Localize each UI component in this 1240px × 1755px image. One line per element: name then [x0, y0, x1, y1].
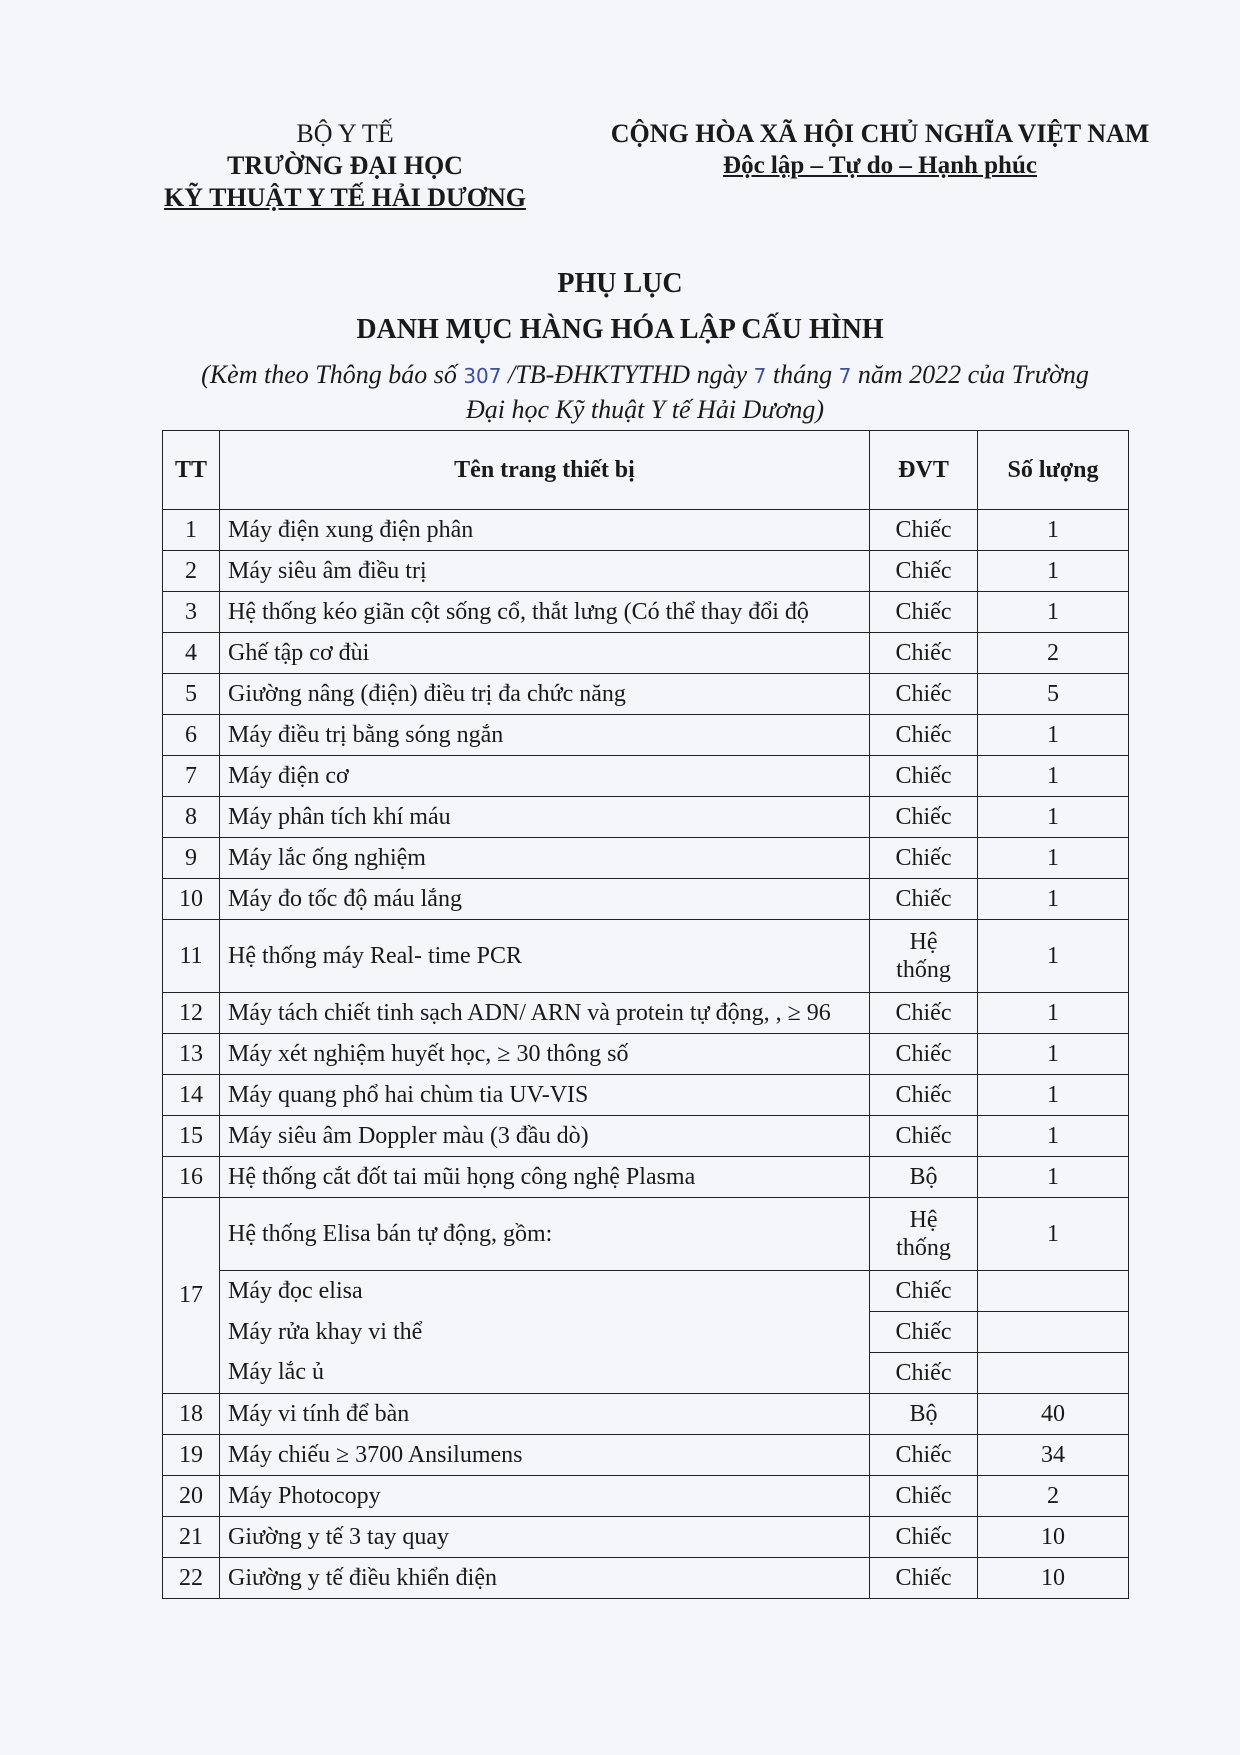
row-tt: 14 — [163, 1075, 220, 1116]
table-row — [163, 551, 1129, 592]
row-tt: 6 — [163, 715, 220, 756]
row-name: Máy xét nghiệm huyết học, ≥ 30 thông số — [220, 1034, 870, 1075]
row-unit: Chiếc — [870, 838, 978, 879]
table-row — [163, 756, 1129, 797]
row-tt: 11 — [163, 920, 220, 993]
ministry-name: BỘ Y TẾ — [296, 119, 394, 148]
national-motto: Độc lập – Tự do – Hạnh phúc — [723, 152, 1037, 179]
row-qty: 40 — [978, 1394, 1129, 1435]
issuer-block — [150, 118, 540, 214]
row-name: Máy vi tính để bàn — [220, 1394, 870, 1435]
table-subrow — [163, 1271, 1129, 1312]
row-unit-line1: Hệ — [909, 929, 938, 955]
country-name: CỘNG HÒA XÃ HỘI CHỦ NGHĨA VIỆT NAM — [610, 119, 1150, 148]
row-name: Máy điện xung điện phân — [220, 510, 870, 551]
row-qty: 1 — [978, 1116, 1129, 1157]
table-row-group-main — [163, 1198, 1129, 1271]
row-unit: Chiếc — [870, 1034, 978, 1075]
row-tt: 3 — [163, 592, 220, 633]
subrow-qty — [978, 1312, 1129, 1353]
row-unit: Chiếc — [870, 510, 978, 551]
header-name: Tên trang thiết bị — [220, 431, 870, 510]
row-tt: 16 — [163, 1157, 220, 1198]
row-unit: Chiếc — [870, 633, 978, 674]
row-name: Giường y tế 3 tay quay — [220, 1517, 870, 1558]
row-unit: Chiếc — [870, 1116, 978, 1157]
notice-number: 307 — [463, 364, 502, 388]
row-unit: Bộ — [870, 1157, 978, 1198]
row-name: Máy phân tích khí máu — [220, 797, 870, 838]
row-unit: Chiếc — [870, 797, 978, 838]
reference-text-a: (Kèm theo Thông báo số — [201, 360, 464, 389]
row-tt: 10 — [163, 879, 220, 920]
row-tt: 4 — [163, 633, 220, 674]
row-tt: 8 — [163, 797, 220, 838]
row-tt: 9 — [163, 838, 220, 879]
subrow-unit: Chiếc — [870, 1312, 978, 1353]
row-name: Máy tách chiết tinh sạch ADN/ ARN và protein tự động, , ≥ 96 — [220, 993, 870, 1034]
national-header — [590, 118, 1170, 182]
row-qty: 1 — [978, 1157, 1129, 1198]
table-row — [163, 920, 1129, 993]
row-name: Máy siêu âm điều trị — [220, 551, 870, 592]
row-name: Giường y tế điều khiển điện — [220, 1558, 870, 1599]
subrow-name: Máy rửa khay vi thể — [220, 1312, 870, 1353]
table-row — [163, 1558, 1129, 1599]
row-tt: 7 — [163, 756, 220, 797]
reference-text-b: /TB-ĐHKTYTHD ngày — [501, 360, 754, 389]
row-tt: 5 — [163, 674, 220, 715]
row-qty: 1 — [978, 592, 1129, 633]
row-unit: Chiếc — [870, 1476, 978, 1517]
row-qty: 1 — [978, 993, 1129, 1034]
row-name: Máy điều trị bằng sóng ngắn — [220, 715, 870, 756]
row-unit: Chiếc — [870, 715, 978, 756]
table-row — [163, 1034, 1129, 1075]
reference-text-d: năm 2022 của Trường — [851, 360, 1089, 389]
row-tt: 21 — [163, 1517, 220, 1558]
table-row — [163, 993, 1129, 1034]
table-row — [163, 674, 1129, 715]
row-qty: 10 — [978, 1517, 1129, 1558]
appendix-title: PHỤ LỤC — [557, 268, 683, 299]
row-name: Máy chiếu ≥ 3700 Ansilumens — [220, 1435, 870, 1476]
subrow-unit: Chiếc — [870, 1353, 978, 1394]
row-name: Máy Photocopy — [220, 1476, 870, 1517]
row-unit-line2: thống — [896, 957, 951, 983]
row-name: Máy điện cơ — [220, 756, 870, 797]
school-name-line2: KỸ THUẬT Y TẾ HẢI DƯƠNG — [164, 183, 526, 212]
reference-line2: Đại học Kỹ thuật Y tế Hải Dương) — [465, 395, 825, 424]
row-unit: Chiếc — [870, 993, 978, 1034]
subrow-unit: Chiếc — [870, 1271, 978, 1312]
row-unit-line2: thống — [896, 1235, 951, 1261]
notice-day: 7 — [753, 364, 767, 388]
row-name: Giường nâng (điện) điều trị đa chức năng — [220, 674, 870, 715]
table-row — [163, 879, 1129, 920]
row-unit: Chiếc — [870, 1435, 978, 1476]
row-unit: Chiếc — [870, 1517, 978, 1558]
subrow-name: Máy đọc elisa — [220, 1271, 870, 1312]
row-qty: 1 — [978, 797, 1129, 838]
row-tt: 2 — [163, 551, 220, 592]
row-name: Hệ thống máy Real- time PCR — [220, 920, 870, 993]
row-unit: Chiếc — [870, 592, 978, 633]
table-row — [163, 592, 1129, 633]
subrow-qty — [978, 1353, 1129, 1394]
table-row — [163, 1157, 1129, 1198]
row-qty: 5 — [978, 674, 1129, 715]
row-qty: 1 — [978, 1034, 1129, 1075]
row-tt: 15 — [163, 1116, 220, 1157]
header-unit: ĐVT — [870, 431, 978, 510]
row-unit — [870, 920, 978, 993]
row-qty: 1 — [978, 1075, 1129, 1116]
row-qty: 1 — [978, 510, 1129, 551]
table-row — [163, 838, 1129, 879]
row-tt: 12 — [163, 993, 220, 1034]
table-subrow — [163, 1353, 1129, 1394]
table-row — [163, 1476, 1129, 1517]
row-unit: Chiếc — [870, 674, 978, 715]
row-tt: 13 — [163, 1034, 220, 1075]
table-row — [163, 715, 1129, 756]
row-qty: 1 — [978, 879, 1129, 920]
row-qty: 1 — [978, 715, 1129, 756]
row-qty: 1 — [978, 838, 1129, 879]
row-name: Ghế tập cơ đùi — [220, 633, 870, 674]
table-row — [163, 797, 1129, 838]
row-name: Máy lắc ống nghiệm — [220, 838, 870, 879]
row-name: Máy quang phổ hai chùm tia UV-VIS — [220, 1075, 870, 1116]
row-name: Máy siêu âm Doppler màu (3 đầu dò) — [220, 1116, 870, 1157]
row-qty: 2 — [978, 1476, 1129, 1517]
reference-text-c: tháng — [766, 360, 839, 389]
row-unit: Chiếc — [870, 756, 978, 797]
table-row — [163, 1517, 1129, 1558]
table-row — [163, 633, 1129, 674]
row-tt: 17 — [163, 1198, 220, 1394]
table-subrow — [163, 1312, 1129, 1353]
row-qty: 34 — [978, 1435, 1129, 1476]
row-tt: 20 — [163, 1476, 220, 1517]
row-tt: 22 — [163, 1558, 220, 1599]
row-unit — [870, 1198, 978, 1271]
row-tt: 19 — [163, 1435, 220, 1476]
row-name: Máy đo tốc độ máu lắng — [220, 879, 870, 920]
equipment-table — [162, 430, 1129, 1599]
row-unit: Chiếc — [870, 1558, 978, 1599]
row-qty: 1 — [978, 920, 1129, 993]
row-qty: 1 — [978, 1198, 1129, 1271]
row-unit: Chiếc — [870, 879, 978, 920]
header-tt: TT — [163, 431, 220, 510]
row-qty: 1 — [978, 756, 1129, 797]
list-title: DANH MỤC HÀNG HÓA LẬP CẤU HÌNH — [356, 314, 884, 345]
notice-month: 7 — [838, 364, 852, 388]
row-tt: 1 — [163, 510, 220, 551]
header-qty: Số lượng — [978, 431, 1129, 510]
table-row — [163, 1394, 1129, 1435]
subrow-qty — [978, 1271, 1129, 1312]
row-name: Hệ thống kéo giãn cột sống cổ, thắt lưng (Có thể thay đổi độ — [220, 592, 870, 633]
table-row — [163, 1435, 1129, 1476]
row-qty: 10 — [978, 1558, 1129, 1599]
document-reference — [150, 358, 1140, 427]
row-unit-line1: Hệ — [909, 1207, 938, 1233]
row-name: Hệ thống Elisa bán tự động, gồm: — [220, 1198, 870, 1271]
table-header-row — [163, 431, 1129, 510]
table-row — [163, 1075, 1129, 1116]
row-unit: Bộ — [870, 1394, 978, 1435]
row-unit: Chiếc — [870, 551, 978, 592]
table-row — [163, 510, 1129, 551]
subrow-name: Máy lắc ủ — [220, 1353, 870, 1394]
table-row — [163, 1116, 1129, 1157]
row-unit: Chiếc — [870, 1075, 978, 1116]
school-name-line1: TRƯỜNG ĐẠI HỌC — [227, 151, 463, 180]
row-qty: 1 — [978, 551, 1129, 592]
row-tt: 18 — [163, 1394, 220, 1435]
row-qty: 2 — [978, 633, 1129, 674]
row-name: Hệ thống cắt đốt tai mũi họng công nghệ Plasma — [220, 1157, 870, 1198]
